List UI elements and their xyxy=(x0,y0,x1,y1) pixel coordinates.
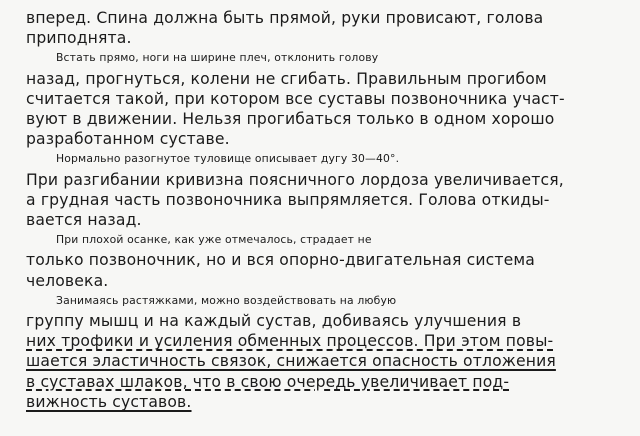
text-line: Занимаясь растяжками, можно воздействовать на любую xyxy=(56,293,397,307)
paragraph-5 xyxy=(26,291,622,412)
text-line: Нормально разогнутое туловище описывает дугу 30—40°. xyxy=(56,152,400,166)
underlined-text-line: в суставах шлаков, что в свою очередь увеличивает под- xyxy=(26,372,510,391)
text-line: приподнята. xyxy=(26,29,132,48)
text-line: группу мышц и на каждый сустав, добиваясь улучшения в xyxy=(26,312,522,331)
text-line: вается назад. xyxy=(26,211,142,230)
paragraph-1 xyxy=(26,8,622,48)
underlined-text-line: шается эластичность связок, снижается опасность отложения xyxy=(26,352,556,371)
text-line: Встать прямо, ноги на ширине плеч, отклонить голову xyxy=(56,51,379,65)
text-line: человека. xyxy=(26,271,109,290)
text-line: вуют в движении. Нельзя прогибаться только в одном хорошо xyxy=(26,110,555,129)
text-line: При плохой осанке, как уже отмечалось, страдает не xyxy=(56,233,372,247)
underlined-text-line: вижность суставов. xyxy=(26,392,192,411)
text-line: считается такой, при котором все суставы позвоночника участ- xyxy=(26,89,565,108)
text-line: только позвоночник, но и вся опорно-двигательная система xyxy=(26,251,535,270)
underlined-text-line: них трофики и усиления обменных процессов. При этом повы- xyxy=(26,332,554,351)
paragraph-2 xyxy=(26,48,622,149)
paragraph-4 xyxy=(26,230,622,291)
text-line: а грудная часть позвоночника выпрямляется. Голова откиды- xyxy=(26,190,550,209)
text-line: назад, прогнуться, колени не сгибать. Правильным прогибом xyxy=(26,69,547,88)
text-line: вперед. Спина должна быть прямой, руки провисают, голова xyxy=(26,9,544,27)
paragraph-3 xyxy=(26,149,622,230)
text-line: При разгибании кривизна поясничного лордоза увеличивается, xyxy=(26,170,564,189)
text-line: разработанном суставе. xyxy=(26,130,230,149)
